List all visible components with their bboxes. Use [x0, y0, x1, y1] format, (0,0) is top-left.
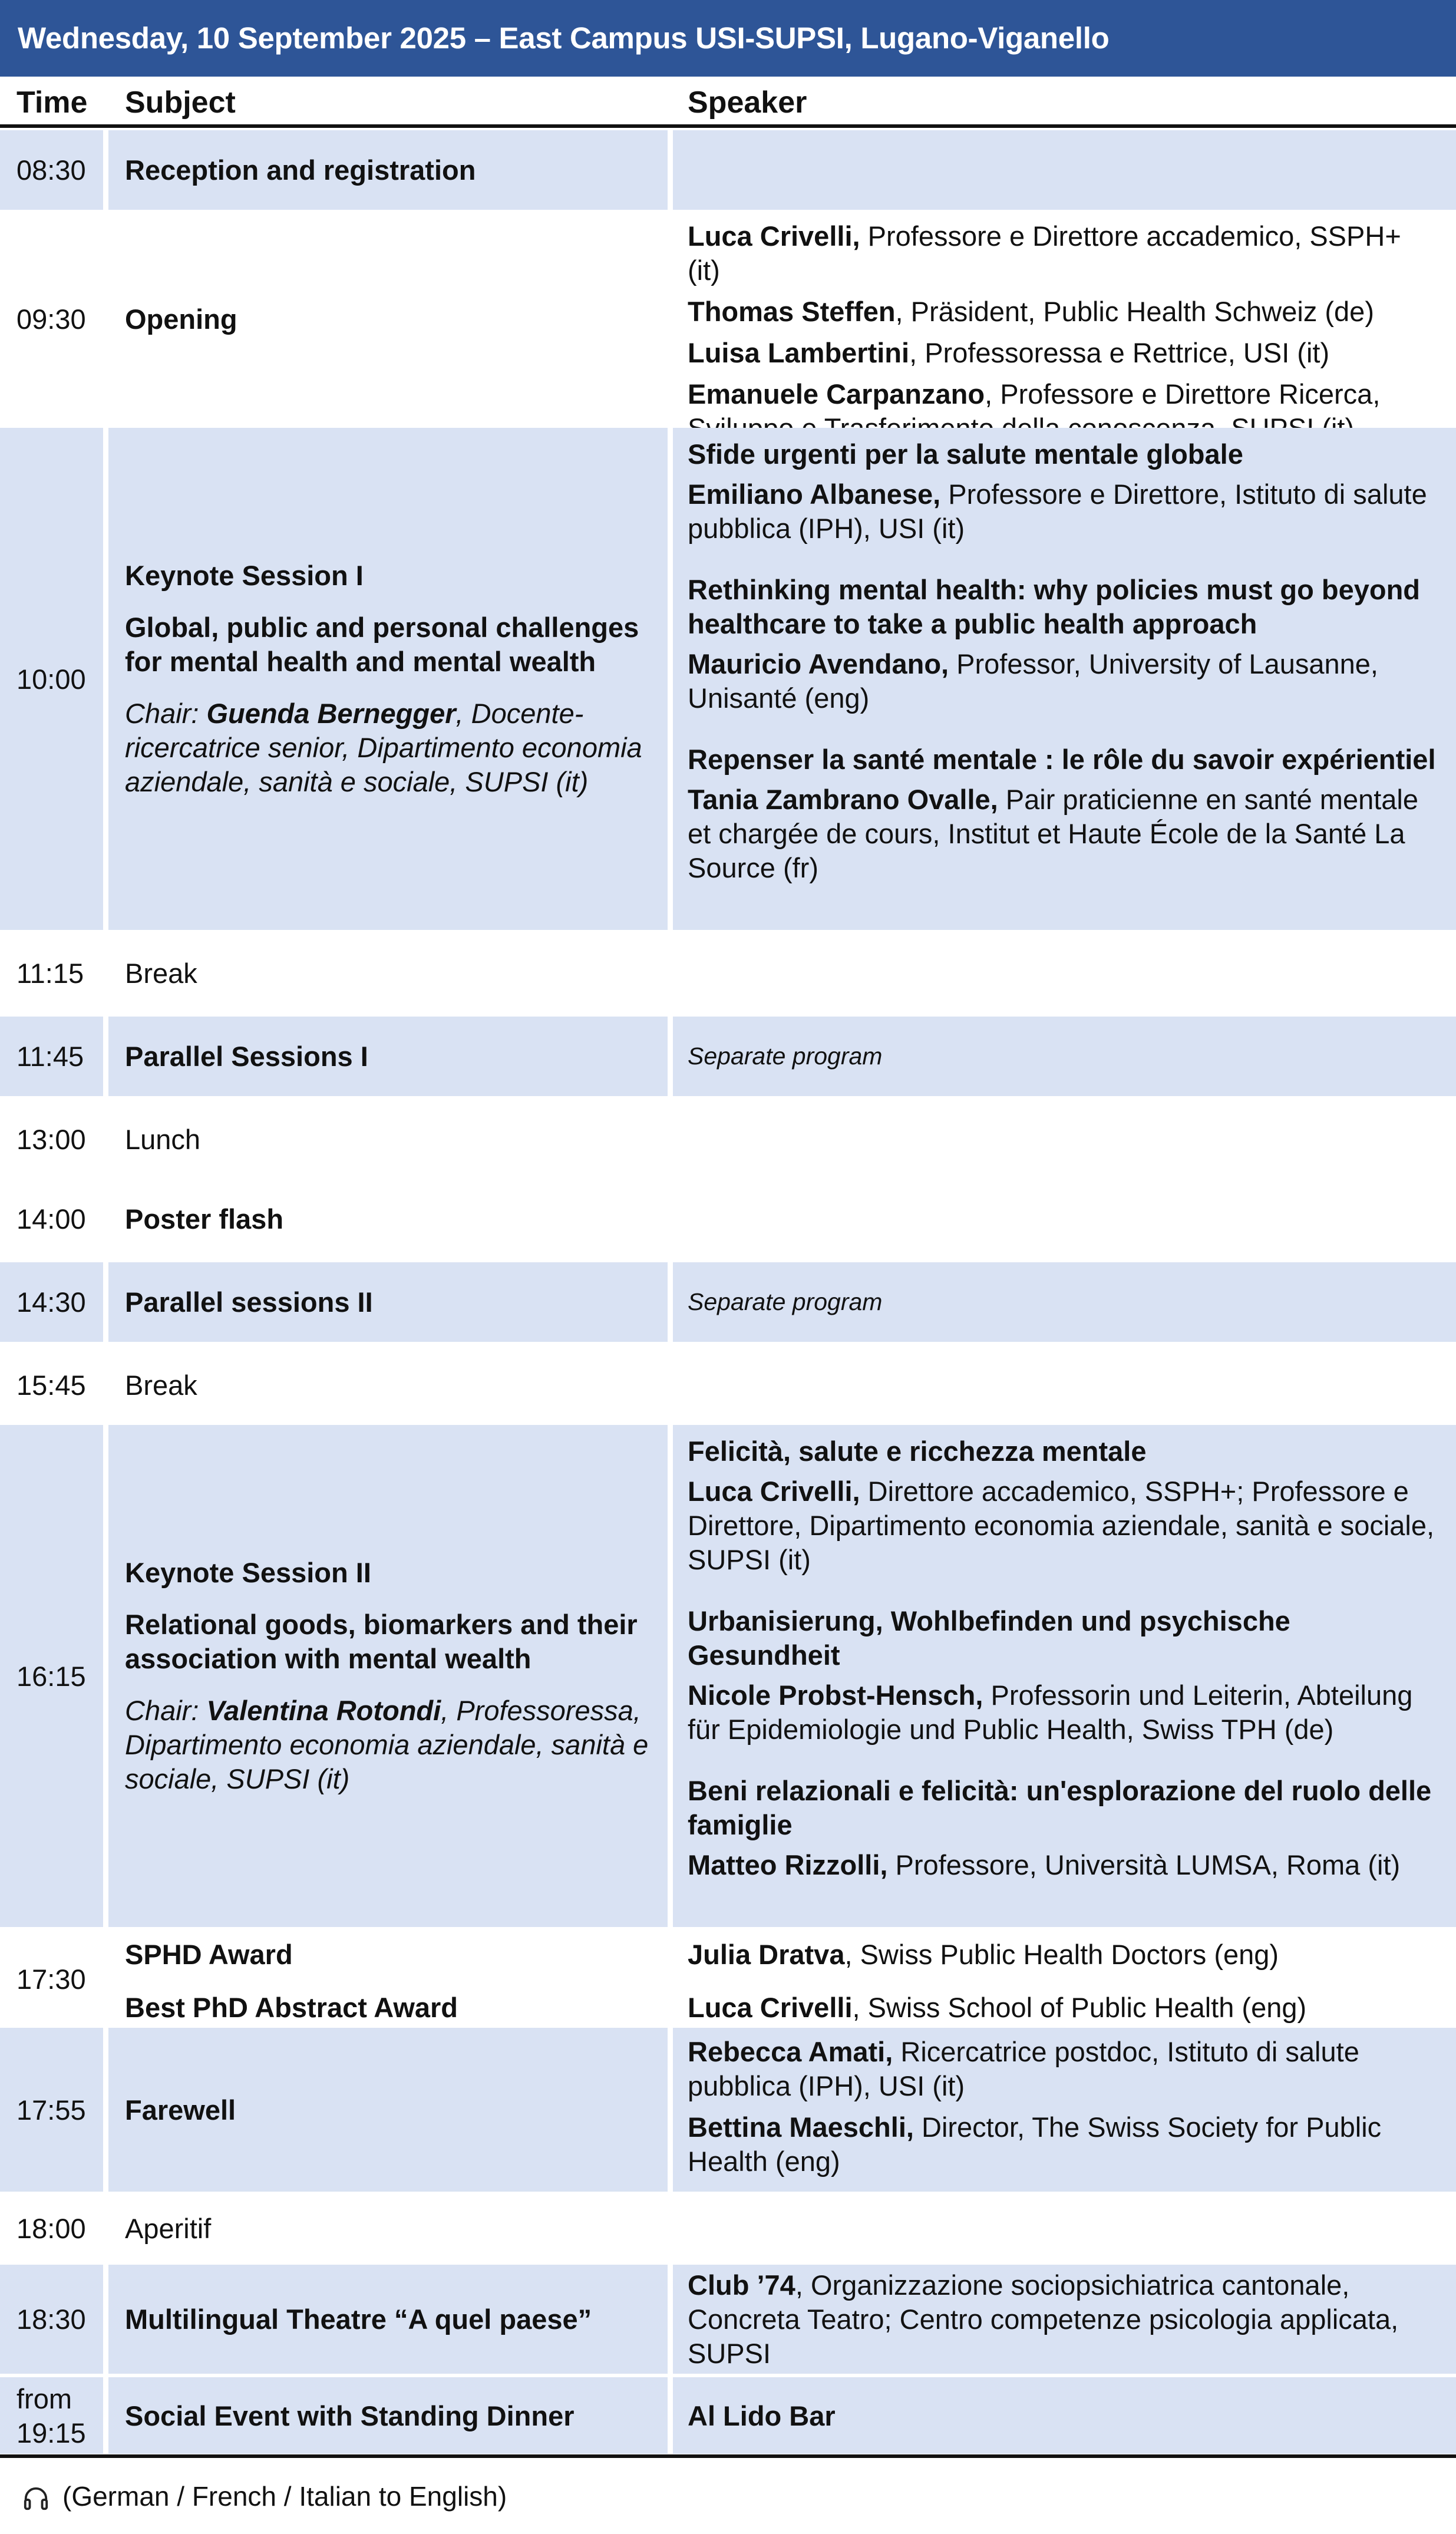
talk-title: Urbanisierung, Wohlbefinden und psychische Gesundheit [688, 1605, 1290, 1671]
speaker-role: Pair praticienne en santé mentale et chargée de cours, Institut et Haute École de la Santé La Source (fr) [688, 784, 1418, 883]
speaker-role: , Swiss Public Health Doctors (eng) [844, 1939, 1279, 1970]
speaker-name: Rebecca Amati, [688, 2036, 893, 2067]
speaker-cell [673, 1931, 1456, 2028]
speaker-role: , Swiss School of Public Health (eng) [852, 1992, 1307, 2023]
speaker-cell: Separate program [673, 1017, 1456, 1096]
speaker-role: Director, The Swiss Society for Public Health (eng) [688, 2111, 1382, 2177]
chair-label: Chair: [125, 1695, 207, 1726]
speaker-role: Professore e Direttore, Istituto di salute pubblica (IPH), USI (it) [688, 479, 1427, 544]
speaker-name: Bettina Maeschli, [688, 2111, 914, 2143]
row-1800 [0, 2195, 1456, 2261]
table-header [0, 77, 1456, 128]
speaker-name: Nicole Probst-Hensch, [688, 1680, 983, 1711]
subject-cell: Reception and registration [108, 130, 668, 210]
subject-cell: Multilingual Theatre “A quel paese” [108, 2265, 668, 2374]
speaker-name: Emanuele Carpanzano [688, 378, 985, 410]
footer-text: (German / French / Italian to English) [62, 2481, 507, 2512]
row-1300 [0, 1100, 1456, 1179]
speaker-name: Club ’74 [688, 2269, 795, 2301]
session-title: Keynote Session II [125, 1557, 371, 1588]
session-subtitle: Relational goods, biomarkers and their association with mental wealth [125, 1609, 638, 1674]
time-cell: 11:15 [16, 958, 84, 989]
time-cell: 14:30 [0, 1262, 103, 1342]
speaker-name: Luca Crivelli, [688, 220, 860, 252]
talk-title: Sfide urgenti per la salute mentale globale [688, 438, 1243, 470]
row-1430 [0, 1262, 1456, 1342]
subject-cell [108, 1425, 668, 1927]
subject-cell: Parallel sessions II [108, 1262, 668, 1342]
row-0930 [0, 213, 1456, 424]
speaker-role: Professorin und Leiterin, Abteilung für Epidemiologie und Public Health, Swiss TPH (de) [688, 1680, 1413, 1745]
time-cell: 17:55 [0, 2028, 103, 2192]
subject-cell: Opening [125, 303, 237, 335]
speaker-cell [673, 1425, 1456, 1927]
subject-cell [108, 1931, 668, 2028]
subject-cell: Parallel Sessions I [108, 1017, 668, 1096]
time-cell: 15:45 [16, 1370, 86, 1401]
speaker-name: Matteo Rizzolli, [688, 1849, 888, 1880]
headphones-icon [22, 2485, 49, 2512]
talk-title: Repenser la santé mentale : le rôle du savoir expérientiel [688, 744, 1436, 775]
time-cell: 14:00 [16, 1203, 86, 1235]
time-cell: 10:00 [0, 428, 103, 930]
speaker-cell [673, 428, 1456, 930]
speaker-role: , Professoressa e Rettrice, USI (it) [909, 337, 1330, 368]
row-1730 [0, 1931, 1456, 2028]
subject-cell: Aperitif [125, 2212, 212, 2244]
subject-cell: Farewell [108, 2028, 668, 2192]
speaker-cell [673, 213, 1456, 424]
time-cell: 18:30 [0, 2265, 103, 2374]
speaker-name: Emiliano Albanese, [688, 479, 941, 510]
speaker-name: Luca Crivelli [688, 1992, 853, 2023]
talk-title: Beni relazionali e felicità: un'esplorazione del ruolo delle famiglie [688, 1775, 1432, 1840]
subject-cell [108, 428, 668, 930]
speaker-cell: Al Lido Bar [673, 2377, 1456, 2454]
header-speaker: Speaker [688, 85, 807, 120]
speaker-role: Professore e Direttore accademico, SSPH+ (it) [688, 220, 1401, 286]
row-1115 [0, 933, 1456, 1013]
subject-cell: Break [125, 958, 197, 989]
speaker-role: Direttore accademico, SSPH+; Professore e Direttore, Dipartimento economia aziendale, sanità e sociale, SUPSI (it) [688, 1476, 1435, 1575]
footer-note [0, 2454, 1456, 2534]
row-1755 [0, 2028, 1456, 2192]
talk-title: Felicità, salute e ricchezza mentale [688, 1436, 1147, 1467]
row-1915 [0, 2377, 1456, 2454]
speaker-cell [673, 130, 1456, 210]
speaker-cell [673, 2028, 1456, 2192]
row-0830 [0, 130, 1456, 210]
speaker-name: Tania Zambrano Ovalle, [688, 784, 998, 815]
speaker-name: Luisa Lambertini [688, 337, 910, 368]
time-cell: 09:30 [16, 303, 86, 335]
speaker-cell [673, 2265, 1456, 2374]
time-cell: 16:15 [0, 1425, 103, 1927]
row-1000 [0, 428, 1456, 930]
subject-cell: Social Event with Standing Dinner [108, 2377, 668, 2454]
time-prefix: from [16, 2383, 72, 2414]
speaker-role: , Organizzazione sociopsichiatrica cantonale, Concreta Teatro; Centro competenze psicologia applicata, SUPSI [688, 2269, 1399, 2369]
speaker-role: Professor, University of Lausanne, Unisanté (eng) [688, 648, 1378, 714]
row-1615 [0, 1425, 1456, 1927]
chair-name: Guenda Bernegger [206, 698, 456, 729]
time-value: 19:15 [16, 2417, 86, 2449]
row-1400 [0, 1179, 1456, 1259]
time-cell: 11:45 [0, 1017, 103, 1096]
speaker-name: Julia Dratva [688, 1939, 845, 1970]
speaker-role: , Professore e Direttore Ricerca, [985, 378, 1381, 410]
award-title: Best PhD Abstract Award [125, 1992, 458, 2023]
chair-role: , Professoressa, Dipartimento economia aziendale, sanità e sociale, SUPSI (it) [125, 1695, 649, 1794]
header-subject: Subject [125, 85, 236, 120]
speaker-role: , Präsident, Public Health Schweiz (de) [895, 296, 1374, 327]
row-1145 [0, 1017, 1456, 1096]
header-time: Time [16, 85, 88, 120]
speaker-name: Thomas Steffen [688, 296, 896, 327]
time-cell [0, 2377, 103, 2454]
speaker-role: Professore, Università LUMSA, Roma (it) [887, 1849, 1401, 1880]
time-cell: 18:00 [16, 2212, 86, 2244]
row-1830 [0, 2265, 1456, 2374]
time-cell: 13:00 [16, 1124, 86, 1155]
subject-cell: Break [125, 1370, 197, 1401]
speaker-name: Luca Crivelli, [688, 1476, 860, 1507]
chair-name: Valentina Rotondi [206, 1695, 441, 1726]
time-cell: 08:30 [0, 130, 103, 210]
chair-role: , Docente-ricercatrice senior, Dipartimento economia aziendale, sanità e sociale, SUPSI (it) [125, 698, 642, 797]
chair-label: Chair: [125, 698, 207, 729]
award-title: SPHD Award [125, 1939, 293, 1970]
talk-title: Rethinking mental health: why policies must go beyond healthcare to take a public health approach [688, 574, 1421, 639]
speaker-name: Mauricio Avendano, [688, 648, 949, 679]
page-banner: Wednesday, 10 September 2025 – East Campus USI-SUPSI, Lugano-Viganello [0, 0, 1456, 77]
session-title: Keynote Session I [125, 560, 364, 591]
row-1545 [0, 1345, 1456, 1425]
speaker-role: Ricercatrice postdoc, Istituto di salute pubblica (IPH), USI (it) [688, 2036, 1359, 2101]
session-subtitle: Global, public and personal challenges for mental health and mental wealth [125, 612, 639, 677]
subject-cell: Poster flash [125, 1203, 284, 1235]
subject-cell: Lunch [125, 1124, 201, 1155]
time-cell: 17:30 [16, 1964, 86, 1995]
speaker-cell: Separate program [673, 1262, 1456, 1342]
